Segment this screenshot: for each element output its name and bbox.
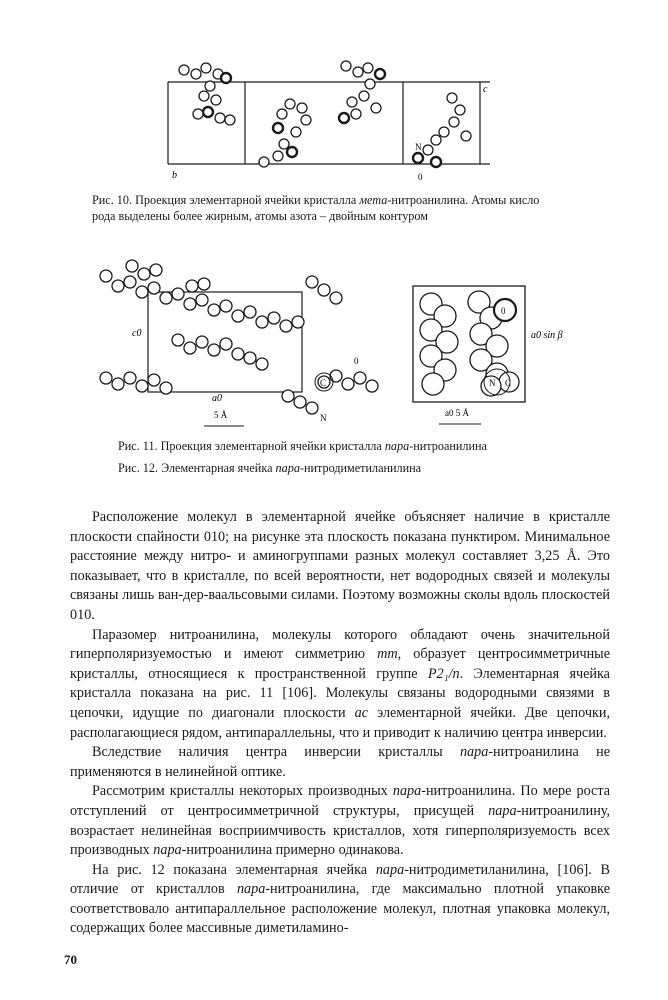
paragraph-3: Вследствие наличия центра инверсии кристаллы пара-нитроанилина не применяются в нелинейной оптике. — [70, 744, 611, 780]
fig11-scale: 5 Å — [214, 410, 228, 420]
paragraph-1: Расположение молекул в элементарной ячейке объясняет наличие в кристалле плоскости спайности 010; на рисунке эта плоскость показана пунктиром. Минимальное расстояние между нитро- и аминогруппами разных молекул составляет 3,25 Å. Это показывает, что в кристалле, по всей вероятности, нет водородных связей и молекулы связаны лишь ван-дер-ваальсовыми силами. Поэтому возможны сколы вдоль плоскостей 010. — [70, 509, 610, 623]
fig12-atom-n: N — [489, 378, 496, 388]
fig12-atom-o: 0 — [501, 306, 506, 316]
origin-label: 0 — [418, 172, 423, 182]
figure-12-caption: Рис. 12. Элементарная ячейка пара-нитродиметиланилина — [118, 461, 422, 475]
figure-10-caption: Рис. 10. Проекция элементарной ячейки кристалла мета-нитроанилина. Атомы кисло рода выделены более жирным, атомы азота – двойным контуром — [92, 193, 540, 223]
fig11-axis-c0: c0 — [132, 328, 142, 339]
fig12-axis-label: a0 sin β — [531, 330, 563, 341]
fig11-atom-n: N — [320, 413, 327, 423]
axis-label-b: b — [172, 170, 177, 181]
fig11-atom-c: C — [320, 378, 327, 388]
paragraph-2: Паразомер нитроанилина, молекулы которого обладают очень значительной гиперполяризуемостью и имеют симметрию mm, образует центросимметричные кристаллы, относящиеся к пространственной группе P2₁/n. Элементарная ячейка кристалла показана на рис. 11 [106]. Молекулы связаны водородными связями в цепочки, идущие по диагонали плоскости ac элементарной ячейки. Две цепочки, располагающиеся рядом, антипараллельны, что и приводит к наличию центра инверсии. — [70, 626, 611, 741]
page-number: 70 — [64, 952, 77, 967]
figure-10-diagram — [160, 52, 500, 186]
figure-11-diagram — [92, 246, 382, 436]
fig11-axis-a0: a0 — [212, 393, 222, 404]
paragraph-5: На рис. 12 показана элементарная ячейка пара-нитродиметиланилина, [106]. В отличие от кристаллов пара-нитроанилина, где максимально плотной упаковке соответствовало антипараллельное расположение молекул, плотная упаковка молекул, содержащих более массивные диметиламино- — [70, 861, 610, 937]
fig11-atom-o: 0 — [354, 356, 359, 366]
paragraph-4: Рассмотрим кристаллы некоторых производных пара-нитроанилина. По мере роста отступлений от центросимметричной структуры, присущей пара-нитроанилину, возрастает нелинейная восприимчивость кристаллов, хотя гиперполяризуемость всех производных пара-нитроанилина примерно одинакова. — [70, 783, 611, 859]
fig12-atom-c: C — [505, 378, 512, 388]
figure-12-diagram — [405, 282, 600, 442]
nitrogen-label: N — [415, 142, 422, 152]
body-text — [70, 508, 610, 939]
axis-label-c: c — [483, 84, 488, 95]
figure-11-caption: Рис. 11. Проекция элементарной ячейки кристалла пара-нитроанилина — [118, 439, 487, 453]
fig12-scale: a0 5 Å — [445, 408, 469, 418]
